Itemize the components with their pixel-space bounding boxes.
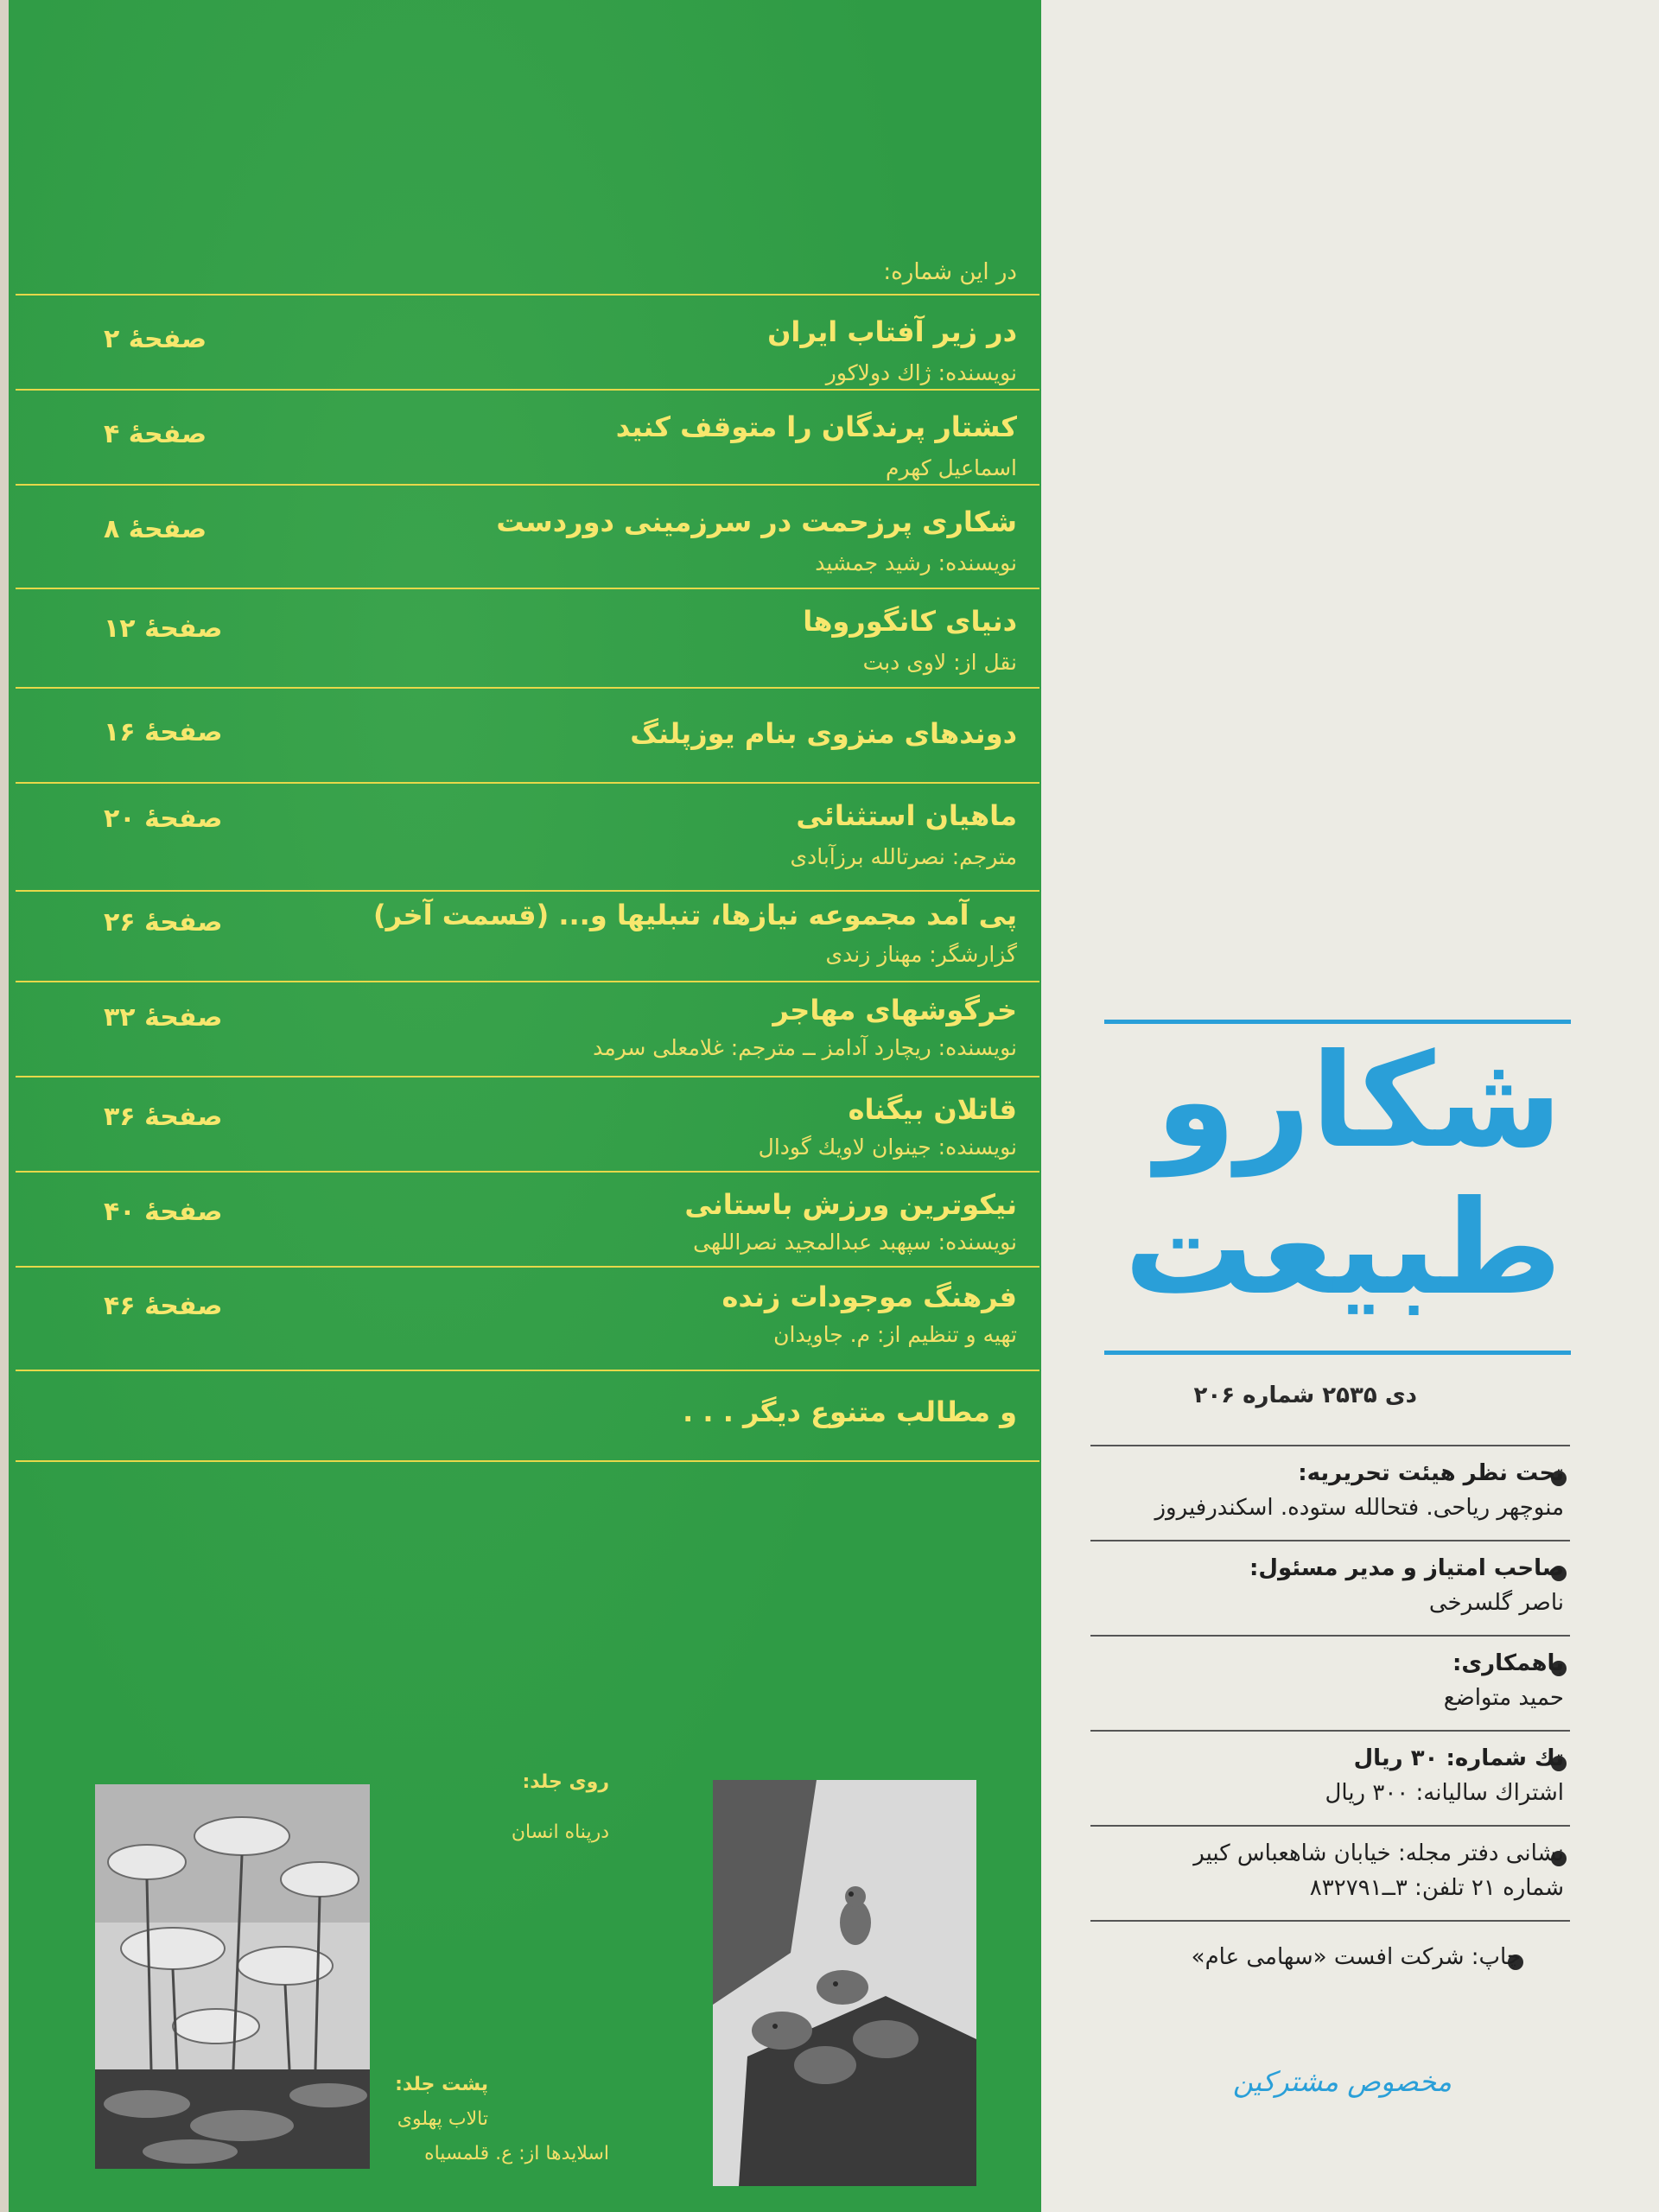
- divider: [16, 1171, 1039, 1173]
- front-cover-photo: [713, 1780, 976, 2186]
- board-names: منوچهر ریاحی. فتحالله ستوده. اسكندرفیروز: [1154, 1495, 1564, 1521]
- back-cover-label: پشت جلد:: [395, 2074, 488, 2095]
- divider: [1090, 1730, 1570, 1732]
- toc-page-number: صفحهٔ ۱۲: [104, 613, 223, 644]
- toc-title: پی آمد مجموعه نیازها، تنبلیها و... (قسمت آخر): [373, 899, 1017, 931]
- slides-credit: اسلایدها از: ع. قلمسیاه: [424, 2143, 609, 2164]
- lotus-pond-image: [95, 1784, 370, 2169]
- logo-line-2: طبیعت: [1123, 1173, 1562, 1324]
- divider: [16, 890, 1039, 892]
- contents-heading: در این شماره:: [883, 259, 1017, 285]
- address-info: [1080, 1836, 1564, 1905]
- printer-line: چاپ: شركت افست «سهامی عام»: [1191, 1944, 1521, 1970]
- toc-title: دنیای كانگوروها: [803, 605, 1017, 638]
- toc-page-number: صفحهٔ ۳۲: [104, 1002, 223, 1033]
- board-label: تحت نظر هیئت تحریریه:: [1298, 1460, 1564, 1486]
- divider: [1090, 1540, 1570, 1541]
- more-articles: و مطالب متنوع دیگر . . .: [683, 1395, 1017, 1428]
- toc-title: ماهیان استثنائی: [796, 799, 1017, 832]
- logo-top-rule: [1104, 1020, 1571, 1024]
- toc-page-number: صفحهٔ ۲۶: [104, 907, 223, 938]
- logo-bottom-rule: [1104, 1351, 1571, 1355]
- issue-date: دی ۲۵۳۵ شماره ۲۰۶: [1193, 1382, 1417, 1408]
- toc-author: مترجم: نصرتالله برزآبادی: [790, 844, 1017, 869]
- divider: [16, 1370, 1039, 1371]
- publisher-info: [1080, 1551, 1564, 1620]
- toc-page-number: صفحهٔ ۳۶: [104, 1102, 223, 1132]
- toc-page-number: صفحهٔ ۲۰: [104, 804, 223, 834]
- divider: [16, 782, 1039, 784]
- divider: [16, 1460, 1039, 1462]
- divider: [1090, 1825, 1570, 1827]
- toc-author: تهیه و تنظیم از: م. جاویدان: [773, 1322, 1017, 1347]
- toc-page-number: صفحهٔ ۸: [104, 514, 207, 544]
- divider: [1090, 1445, 1570, 1446]
- divider: [16, 1076, 1039, 1077]
- toc-author: نویسنده: جینوان لاویك گودال: [758, 1135, 1017, 1160]
- front-cover-label: روی جلد:: [522, 1771, 609, 1793]
- back-cover-caption: تالاب پهلوی: [397, 2108, 488, 2130]
- toc-title: خرگوشهای مهاجر: [772, 994, 1017, 1027]
- editorial-board: [1080, 1456, 1564, 1525]
- toc-author: نویسنده: سپهبد عبدالمجید نصراللهی: [693, 1230, 1017, 1255]
- toc-page-number: صفحهٔ ۴: [104, 419, 207, 449]
- toc-author: گزارشگر: مهناز زندی: [825, 942, 1017, 967]
- collab-label: باهمكاری:: [1452, 1650, 1564, 1676]
- toc-page-number: صفحهٔ ۴۶: [104, 1291, 223, 1321]
- price-info: [1080, 1741, 1564, 1810]
- toc-author: نویسنده: ژاك دولاكور: [825, 360, 1017, 385]
- toc-author: نویسنده: رشید جمشید: [815, 550, 1017, 575]
- owner-name: ناصر گلسرخی: [1428, 1590, 1564, 1616]
- front-cover-caption: درپناه انسان: [511, 1821, 609, 1843]
- toc-author: نویسنده: ریچارد آدامز ــ مترجم: غلامعلی سرمد: [593, 1035, 1017, 1060]
- toc-title: در زیر آفتاب ایران: [767, 315, 1017, 348]
- toc-author: اسماعیل كهرم: [885, 455, 1017, 480]
- divider: [1090, 1635, 1570, 1637]
- back-cover-photo: [95, 1784, 370, 2169]
- divider: [16, 484, 1039, 486]
- printer-info: [1037, 1940, 1521, 1974]
- collab-name: حمید متواضع: [1443, 1685, 1564, 1711]
- toc-page-number: صفحهٔ ۱۶: [104, 717, 223, 747]
- toc-title: كشتار پرندگان را متوقف كنید: [615, 410, 1017, 443]
- toc-title: دوندهای منزوی بنام یوزپلنگ: [630, 717, 1017, 750]
- collaborator-info: [1080, 1646, 1564, 1715]
- address-line-1: نشانی دفتر مجله: خیابان شاهعباس كبیر: [1193, 1840, 1564, 1866]
- contents-panel: [9, 0, 1041, 2212]
- divider: [16, 1266, 1039, 1268]
- divider: [1090, 1920, 1570, 1922]
- divider: [16, 687, 1039, 689]
- logo-line-1: شكارو: [1155, 1027, 1562, 1177]
- toc-title: شكاری پرزحمت در سرزمینی دوردست: [496, 505, 1017, 538]
- single-price: تك شماره: ۳۰ ریال: [1353, 1745, 1564, 1771]
- divider: [16, 294, 1039, 296]
- toc-author: نقل از: لاوی دبت: [862, 650, 1017, 675]
- toc-page-number: صفحهٔ ۲: [104, 324, 207, 354]
- toc-title: فرهنگ موجودات زنده: [721, 1281, 1017, 1313]
- divider: [16, 588, 1039, 589]
- address-line-2: شماره ۲۱ تلفن: ۳ــ۸۳۲۷۹۱: [1309, 1875, 1564, 1901]
- toc-title: قاتلان بیگناه: [848, 1093, 1017, 1126]
- subscriber-stamp: مخصوص مشتركین: [1232, 2065, 1452, 2098]
- annual-price: اشتراك سالیانه: ۳۰۰ ریال: [1325, 1780, 1564, 1806]
- divider: [16, 389, 1039, 391]
- toc-page-number: صفحهٔ ۴۰: [104, 1197, 223, 1227]
- owner-label: صاحب امتیاز و مدیر مسئول:: [1249, 1555, 1564, 1581]
- divider: [16, 981, 1039, 982]
- toc-title: نیكوترین ورزش باستانی: [684, 1188, 1017, 1221]
- magazine-logo: [1104, 1020, 1571, 1357]
- birds-image: [713, 1780, 976, 2186]
